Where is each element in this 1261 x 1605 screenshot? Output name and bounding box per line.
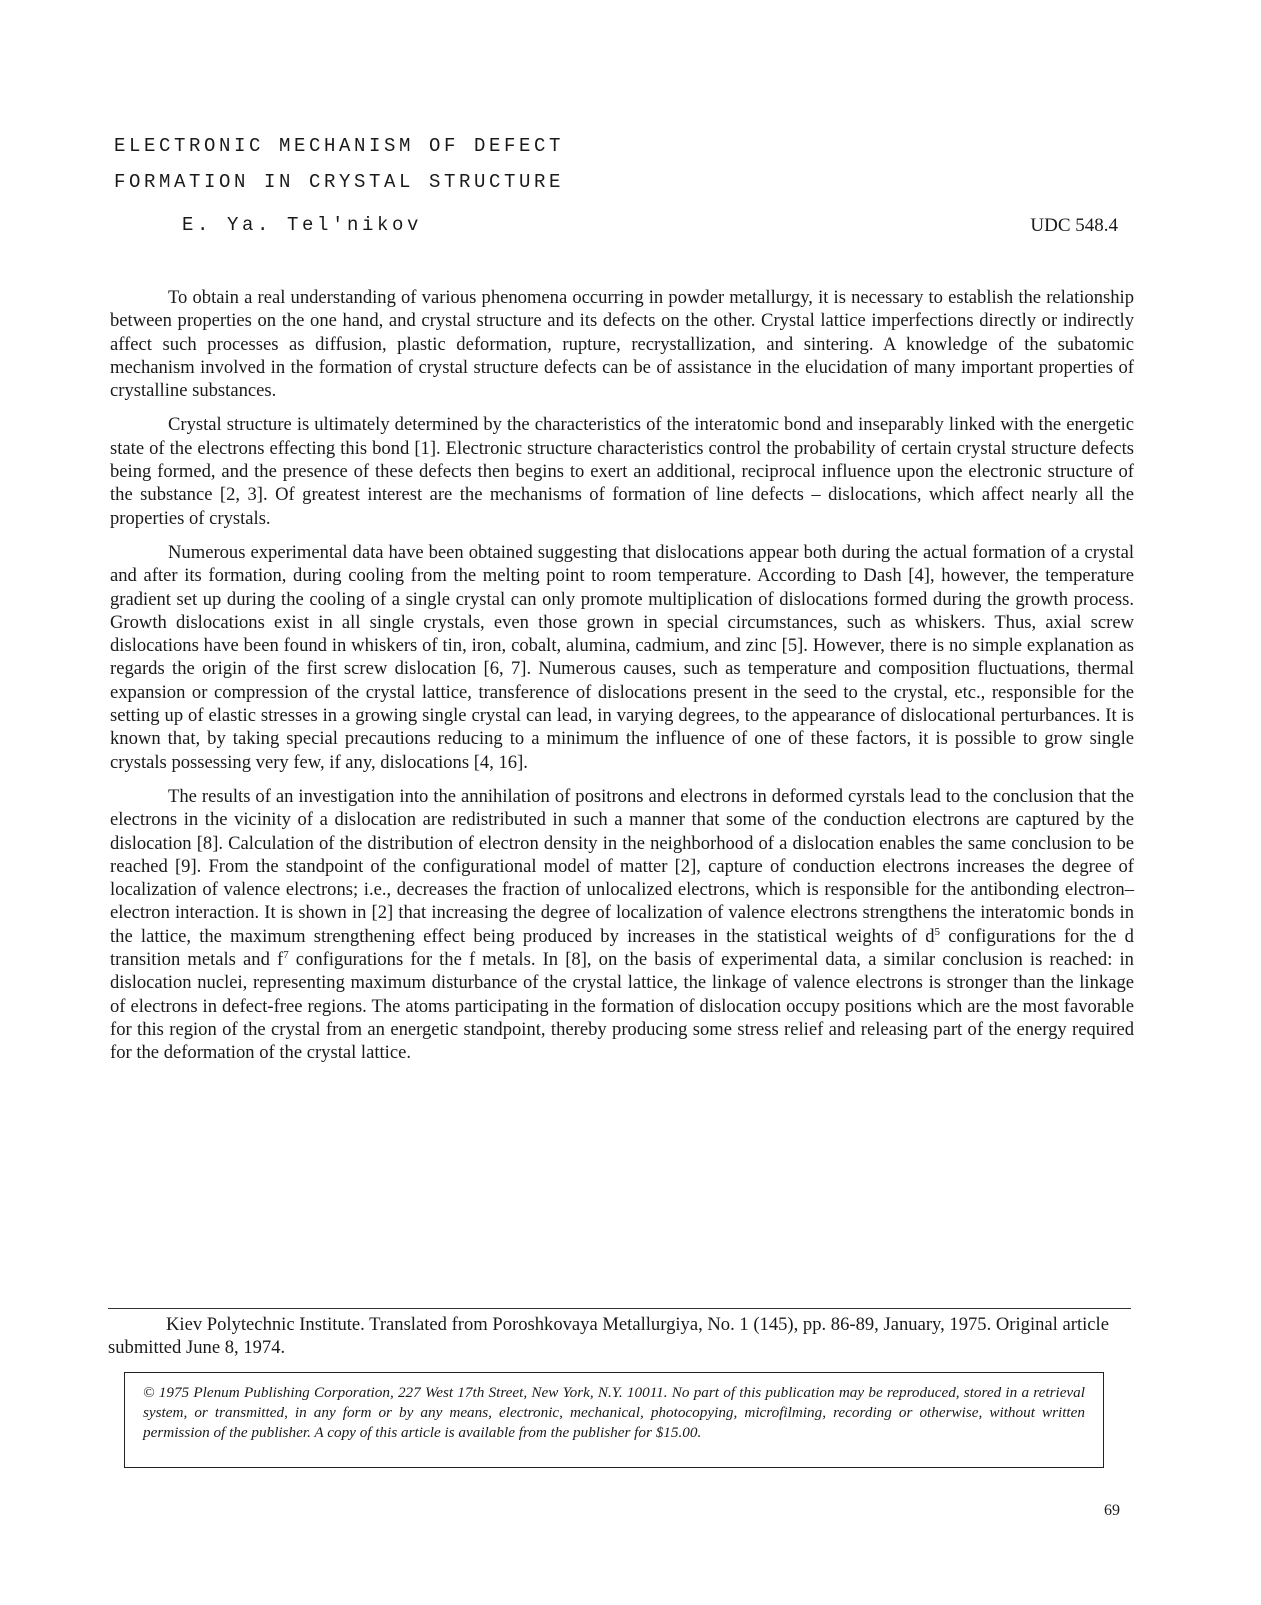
copyright-box [124,1372,1104,1468]
paragraph-4-text-2: configurations for the d transition metals and f [110,925,1134,971]
page-number: 69 [1104,1502,1120,1519]
footnote-text: Kiev Polytechnic Institute. Translated from Poroshkovaya Metallurgiya, No. 1 (145), pp. 86-89, January, 1975. Original article submitted June 8, 1974. [108,1314,1109,1358]
paragraph-4-text-3: configurations for the f metals. In [8], on the basis of experimental data, a similar conclusion is reached: in dislocation nuclei, representing maximum disturbance of the crystal lattice, the linkage of valence electrons is stronger than the linkage of electrons in defect-free regions. The atoms participating in the formation of dislocation occupy positions which are the most favorable for this region of the crystal from an energetic standpoint, thereby producing some stress relief and releasing part of the energy required for the deformation of the crystal lattice. [110,949,1134,1064]
udc-code: UDC 548.4 [1030,215,1118,236]
article-title [114,128,564,200]
title-line-1: ELECTRONIC MECHANISM OF DEFECT [114,135,565,157]
footnote [108,1313,1131,1359]
paragraph-4-text-1: The results of an investigation into the annihilation of positrons and electrons in deformed cyrstals lead to the conclusion that the electrons in the vicinity of a dislocation are redistributed in such a manner that some of the conduction electrons are captured by the dislocation [8]. Calculation of the distribution of electron density in the neighborhood of a dislocation enables the same conclusion to be reached [9]. From the standpoint of the configurational model of matter [2], capture of conduction electrons increases the degree of localization of valence electrons; i.e., decreases the fraction of unlocalized electrons, which is responsible for the antibonding electron–electron interaction. It is shown in [2] that increasing the degree of localization of valence electrons strengthens the interatomic bonds in the lattice, the maximum strengthening effect being produced by increases in the statistical weights of d [110,785,1134,947]
article-body [110,286,1134,1076]
paragraph-1: To obtain a real understanding of various phenomena occurring in powder metallurgy, it is necessary to establish the relationship between properties on the one hand, and crystal structure and its defects on the other. Crystal lattice imperfections directly or indirectly affect such processes as diffusion, plastic deformation, rupture, recrystallization, and sintering. A knowledge of the subatomic mechanism involved in the formation of crystal structure defects can be of assistance in the elucidation of many important properties of crystalline substances. [110,287,1134,402]
author-name: E. Ya. Tel'nikov [182,214,423,236]
footnote-divider [108,1308,1131,1309]
title-line-2: FORMATION IN CRYSTAL STRUCTURE [114,171,565,193]
superscript-d5: 5 [934,925,941,938]
superscript-f7: 7 [283,948,289,961]
paragraph-2: Crystal structure is ultimately determined by the characteristics of the interatomic bond and inseparably linked with the energetic state of the electrons effecting this bond [1]. Electronic structure characteristics control the probability of certain crystal structure defects being formed, and the presence of these defects then begins to exert an additional, reciprocal influence upon the electronic structure of the substance [2, 3]. Of greatest interest are the mechanisms of formation of line defects – dislocations, which affect nearly all the properties of crystals. [110,414,1134,529]
copyright-text: © 1975 Plenum Publishing Corporation, 227 West 17th Street, New York, N.Y. 10011. No part of this publication may be reproduced, stored in a retrieval system, or transmitted, in any form or by any means, electronic, mechanical, photocopying, microfilming, recording or otherwise, without written permission of the publisher. A copy of this article is available from the publisher for $15.00. [143,1384,1085,1441]
paragraph-4 [110,785,1134,1065]
paragraph-3: Numerous experimental data have been obtained suggesting that dislocations appear both during the actual formation of a crystal and after its formation, during cooling from the melting point to room temperature. According to Dash [4], however, the temperature gradient set up during the cooling of a single crystal can only promote multiplication of dislocations formed during the growth process. Growth dislocations exist in all single crystals, even those grown in special circumstances, such as whiskers. Thus, axial screw dislocations have been found in whiskers of tin, iron, cobalt, alumina, cadmium, and zinc [5]. However, there is no simple explanation as regards the origin of the first screw dislocation [6, 7]. Numerous causes, such as temperature and composition fluctuations, thermal expansion or compression of the crystal lattice, transference of dislocations present in the seed to the crystal, etc., responsible for the setting up of elastic stresses in a growing single crystal can lead, in varying degrees, to the appearance of dislocational perturbances. It is known that, by taking special precautions reducing to a minimum the influence of one of these factors, it is possible to grow single crystals possessing very few, if any, dislocations [4, 16]. [110,541,1134,773]
